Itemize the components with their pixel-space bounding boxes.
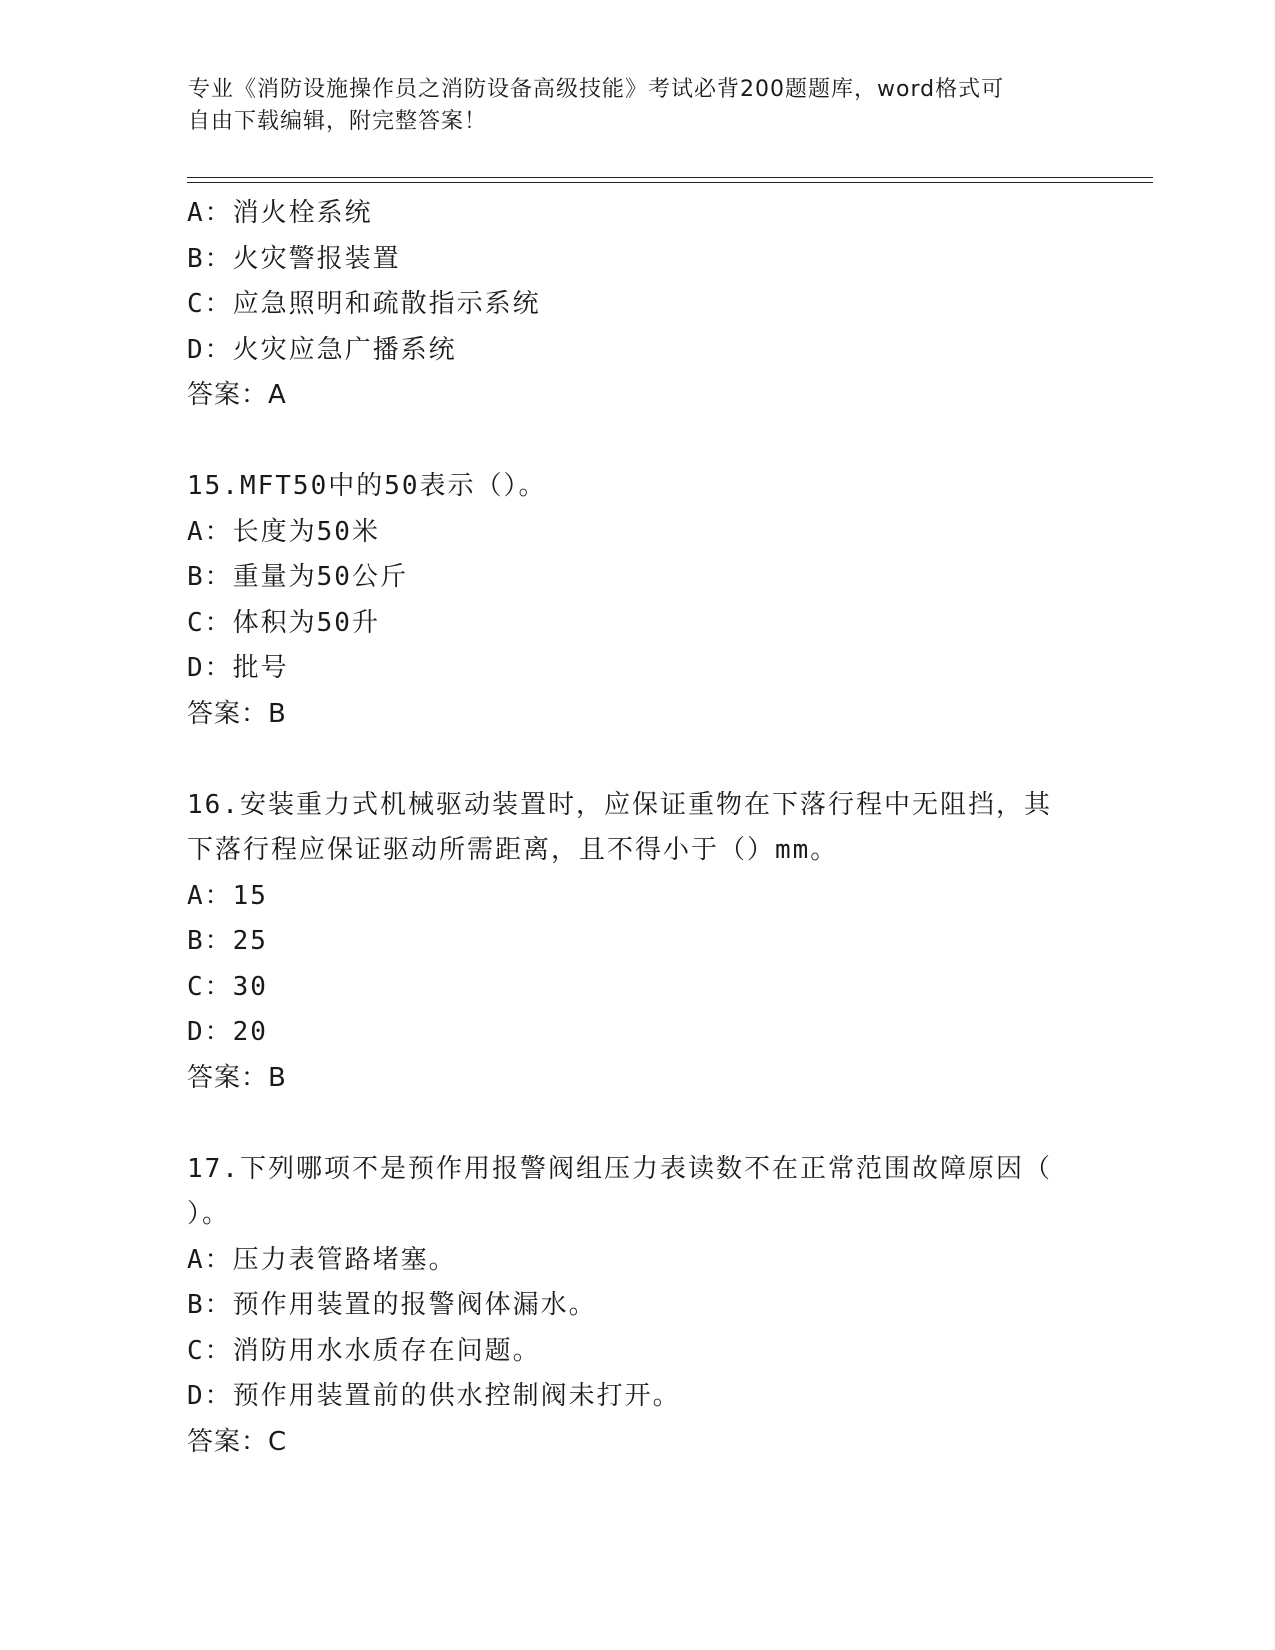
question-title-line-1: 16.安装重力式机械驱动装置时，应保证重物在下落行程中无阻挡，其 bbox=[187, 789, 1052, 820]
header-rule-top bbox=[187, 177, 1153, 178]
question-title-line-2: 下落行程应保证驱动所需距离，且不得小于（）mm。 bbox=[187, 835, 839, 865]
question-title-line-1: 17.下列哪项不是预作用报警阀组压力表读数不在正常范围故障原因（ bbox=[187, 1153, 1052, 1184]
option-a: A：15 bbox=[187, 880, 268, 911]
answer-line: 答案：A bbox=[187, 380, 287, 410]
spacer bbox=[187, 1101, 1087, 1147]
option-b: B：重量为50公斤 bbox=[187, 562, 408, 592]
option-a: A：压力表管路堵塞。 bbox=[187, 1244, 457, 1275]
answer-line: 答案：C bbox=[187, 1426, 288, 1457]
option-c: C：体积为50升 bbox=[187, 607, 380, 638]
question-list bbox=[187, 191, 1087, 1465]
question-14-continued bbox=[187, 191, 1087, 419]
question-title: 15.MFT50中的50表示（）。 bbox=[187, 471, 547, 501]
option-d: D：火灾应急广播系统 bbox=[187, 334, 457, 365]
option-b: B：火灾警报装置 bbox=[187, 243, 401, 274]
question-title-line-2: ）。 bbox=[187, 1199, 231, 1229]
option-c: C：应急照明和疏散指示系统 bbox=[187, 289, 541, 319]
option-d: D：批号 bbox=[187, 653, 289, 683]
document-header bbox=[188, 74, 1068, 138]
question-17 bbox=[187, 1147, 1087, 1466]
option-c: C：消防用水水质存在问题。 bbox=[187, 1335, 541, 1366]
option-b: B：预作用装置的报警阀体漏水。 bbox=[187, 1290, 597, 1320]
option-a: A：长度为50米 bbox=[187, 516, 380, 547]
answer-line: 答案：B bbox=[187, 698, 287, 729]
option-a: A：消火栓系统 bbox=[187, 198, 373, 228]
option-d: D：预作用装置前的供水控制阀未打开。 bbox=[187, 1381, 681, 1411]
answer-line: 答案：B bbox=[187, 1062, 287, 1093]
option-b: B：25 bbox=[187, 926, 268, 956]
spacer bbox=[187, 419, 1087, 465]
spacer bbox=[187, 737, 1087, 783]
option-d: D：20 bbox=[187, 1017, 268, 1047]
header-line-1: 专业《消防设施操作员之消防设备高级技能》考试必背200题题库，word格式可 bbox=[188, 77, 1005, 102]
question-15 bbox=[187, 464, 1087, 737]
header-rule-bottom bbox=[187, 182, 1153, 183]
option-c: C：30 bbox=[187, 971, 268, 1002]
question-16 bbox=[187, 783, 1087, 1102]
header-line-2: 自由下载编辑，附完整答案！ bbox=[188, 109, 488, 134]
